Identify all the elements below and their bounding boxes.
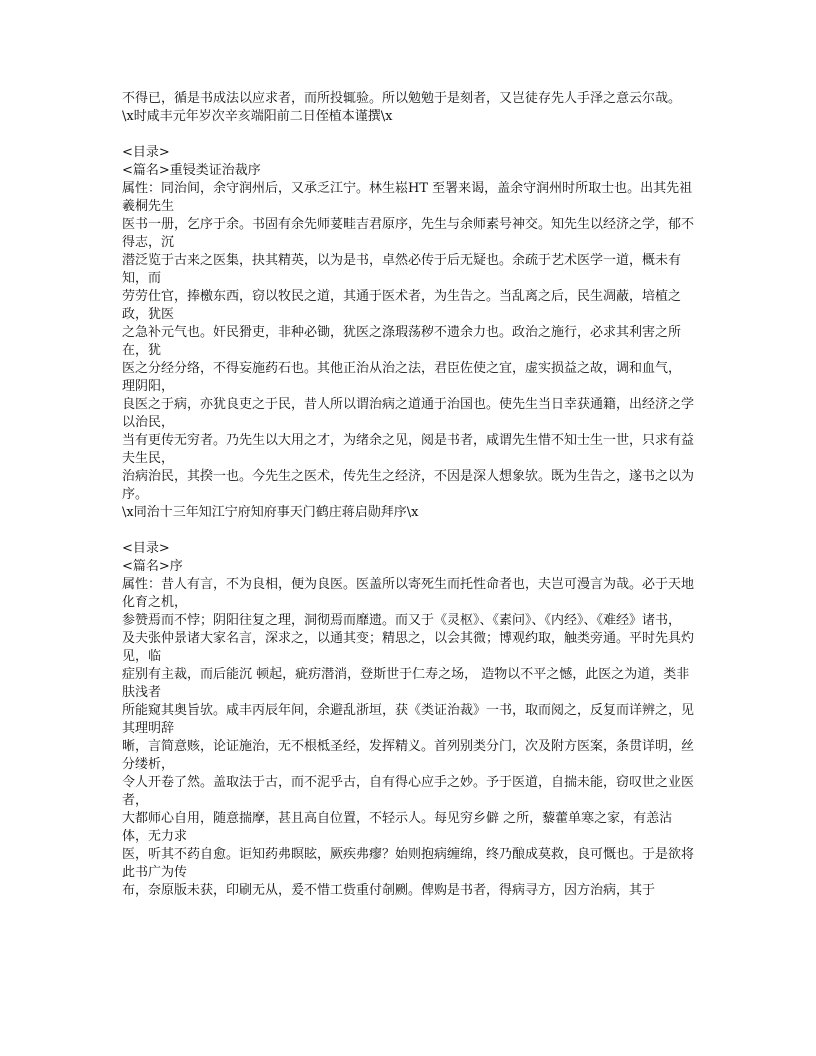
section-title: <篇名>重锓类证治裁序: [122, 163, 261, 178]
paragraph-line: 医，听其不药自愈。讵知药弗瞑眩，厥疾弗瘳？始则抱病缠绵，终乃酿成莫救，良可慨也。于是欲将此书广为传: [122, 847, 695, 880]
paragraph-line: 症别有主裁，而后能沉 顿起，疵疠潜消，登斯世于仁寿之场， 造物以不平之憾，此医之为道，类非肤浅者: [122, 667, 690, 700]
signature-line: \x同治十三年知江宁府知府事天门鹤庄蒋启勋拜序\x: [122, 505, 419, 520]
section-marker: <目录>: [122, 541, 170, 556]
document-page: [122, 90, 696, 900]
paragraph-line: 属性：昔人有言，不为良相，便为良医。医盖所以寄死生而托性命者也，夫岂可漫言为哉。必于天地化育之机，: [122, 577, 695, 610]
paragraph-line: 治病治民，其揆一也。今先生之医术，传先生之经济，不因是深人想象欤。既为生告之，遂书之以为序。: [122, 469, 695, 502]
paragraph-line: 当有更传无穷者。乃先生以大用之才，为绪余之见，阅是书者，咸谓先生惜不知士生一世，只求有益夫生民，: [122, 433, 695, 466]
paragraph-line: 医书一册，乞序于余。书固有余先师荽畦吉君原序，先生与余师素号神交。知先生以经济之学，郁不得志，沉: [122, 217, 695, 250]
paragraph-line: 布，奈原版未获，印刷无从，爰不惜工赀重付剞劂。俾购是书者，得病寻方，因方治病，其于: [122, 883, 656, 898]
paragraph-line: 属性：同治间，余守润州后，又承乏江宁。林生崧HT 至署来谒，盖余守润州时所取士也。出其先祖羲桐先生: [122, 181, 693, 214]
paragraph-line: 潜泛览于古来之医集，抉其精英，以为是书，卓然必传于后无疑也。余疏于艺术医学一道，概未有知，而: [122, 253, 682, 286]
paragraph-line: 之急补元气也。奸民猾吏，非种必锄，犹医之涤瑕荡秽不遗余力也。政治之施行，必求其利害之所在，犹: [122, 325, 682, 358]
section-marker: <目录>: [122, 145, 170, 160]
paragraph-line: 晰，言简意赅，论证施治，无不根柢圣经，发挥精义。首列别类分门，次及附方医案，条贯详明，丝分缕析，: [122, 739, 695, 772]
blank-line: [122, 522, 696, 540]
paragraph-line: 劳劳仕官，捧檄东西，窃以牧民之道，其通于医术者，为生告之。当乱离之后，民生凋蔽，培植之政，犹医: [122, 289, 682, 322]
paragraph-line: 令人开卷了然。盖取法于古，而不泥乎古，自有得心应手之妙。予于医道，自揣未能，窃叹世之业医者，: [122, 775, 695, 808]
section-title: <篇名>序: [122, 559, 183, 574]
paragraph-line: 不得已，循是书成法以应求者，而所投辄验。所以勉勉于是刻者，又岂徒存先人手泽之意云尔哉。: [122, 91, 682, 106]
paragraph-line: \x时咸丰元年岁次辛亥端阳前二日侄植本谨撰\x: [122, 109, 393, 124]
paragraph-line: 医之分经分络，不得妄施药石也。其他正治从治之法，君臣佐使之宜，虚实损益之故，调和血气， 理阴阳，: [122, 361, 682, 394]
paragraph-line: 大都师心自用，随意揣摩，甚且高自位置，不轻示人。每见穷乡僻 之所，藜藿单寒之家，有恙沾体，无力求: [122, 811, 673, 844]
paragraph-line: 及夫张仲景诸大家名言，深求之，以通其变；精思之，以会其微；博观约取，触类旁通。平时先具灼见，临: [122, 631, 695, 664]
blank-line: [122, 126, 696, 144]
paragraph-line: 良医之于病，亦犹良吏之于民，昔人所以谓治病之道通于治国也。使先生当日幸获通籍，出经济之学以治民，: [122, 397, 695, 430]
paragraph-line: 所能窥其奥旨欤。咸丰丙辰年间，余避乱浙垣，获《类证治裁》一书，取而阅之，反复而详辨之，见其理明辞: [122, 703, 695, 736]
paragraph-line: 参赞焉而不悖；阴阳往复之理，洞彻焉而靡遗。而又于《灵枢》、《素问》、《内经》、《难经》诸书，: [122, 613, 682, 628]
